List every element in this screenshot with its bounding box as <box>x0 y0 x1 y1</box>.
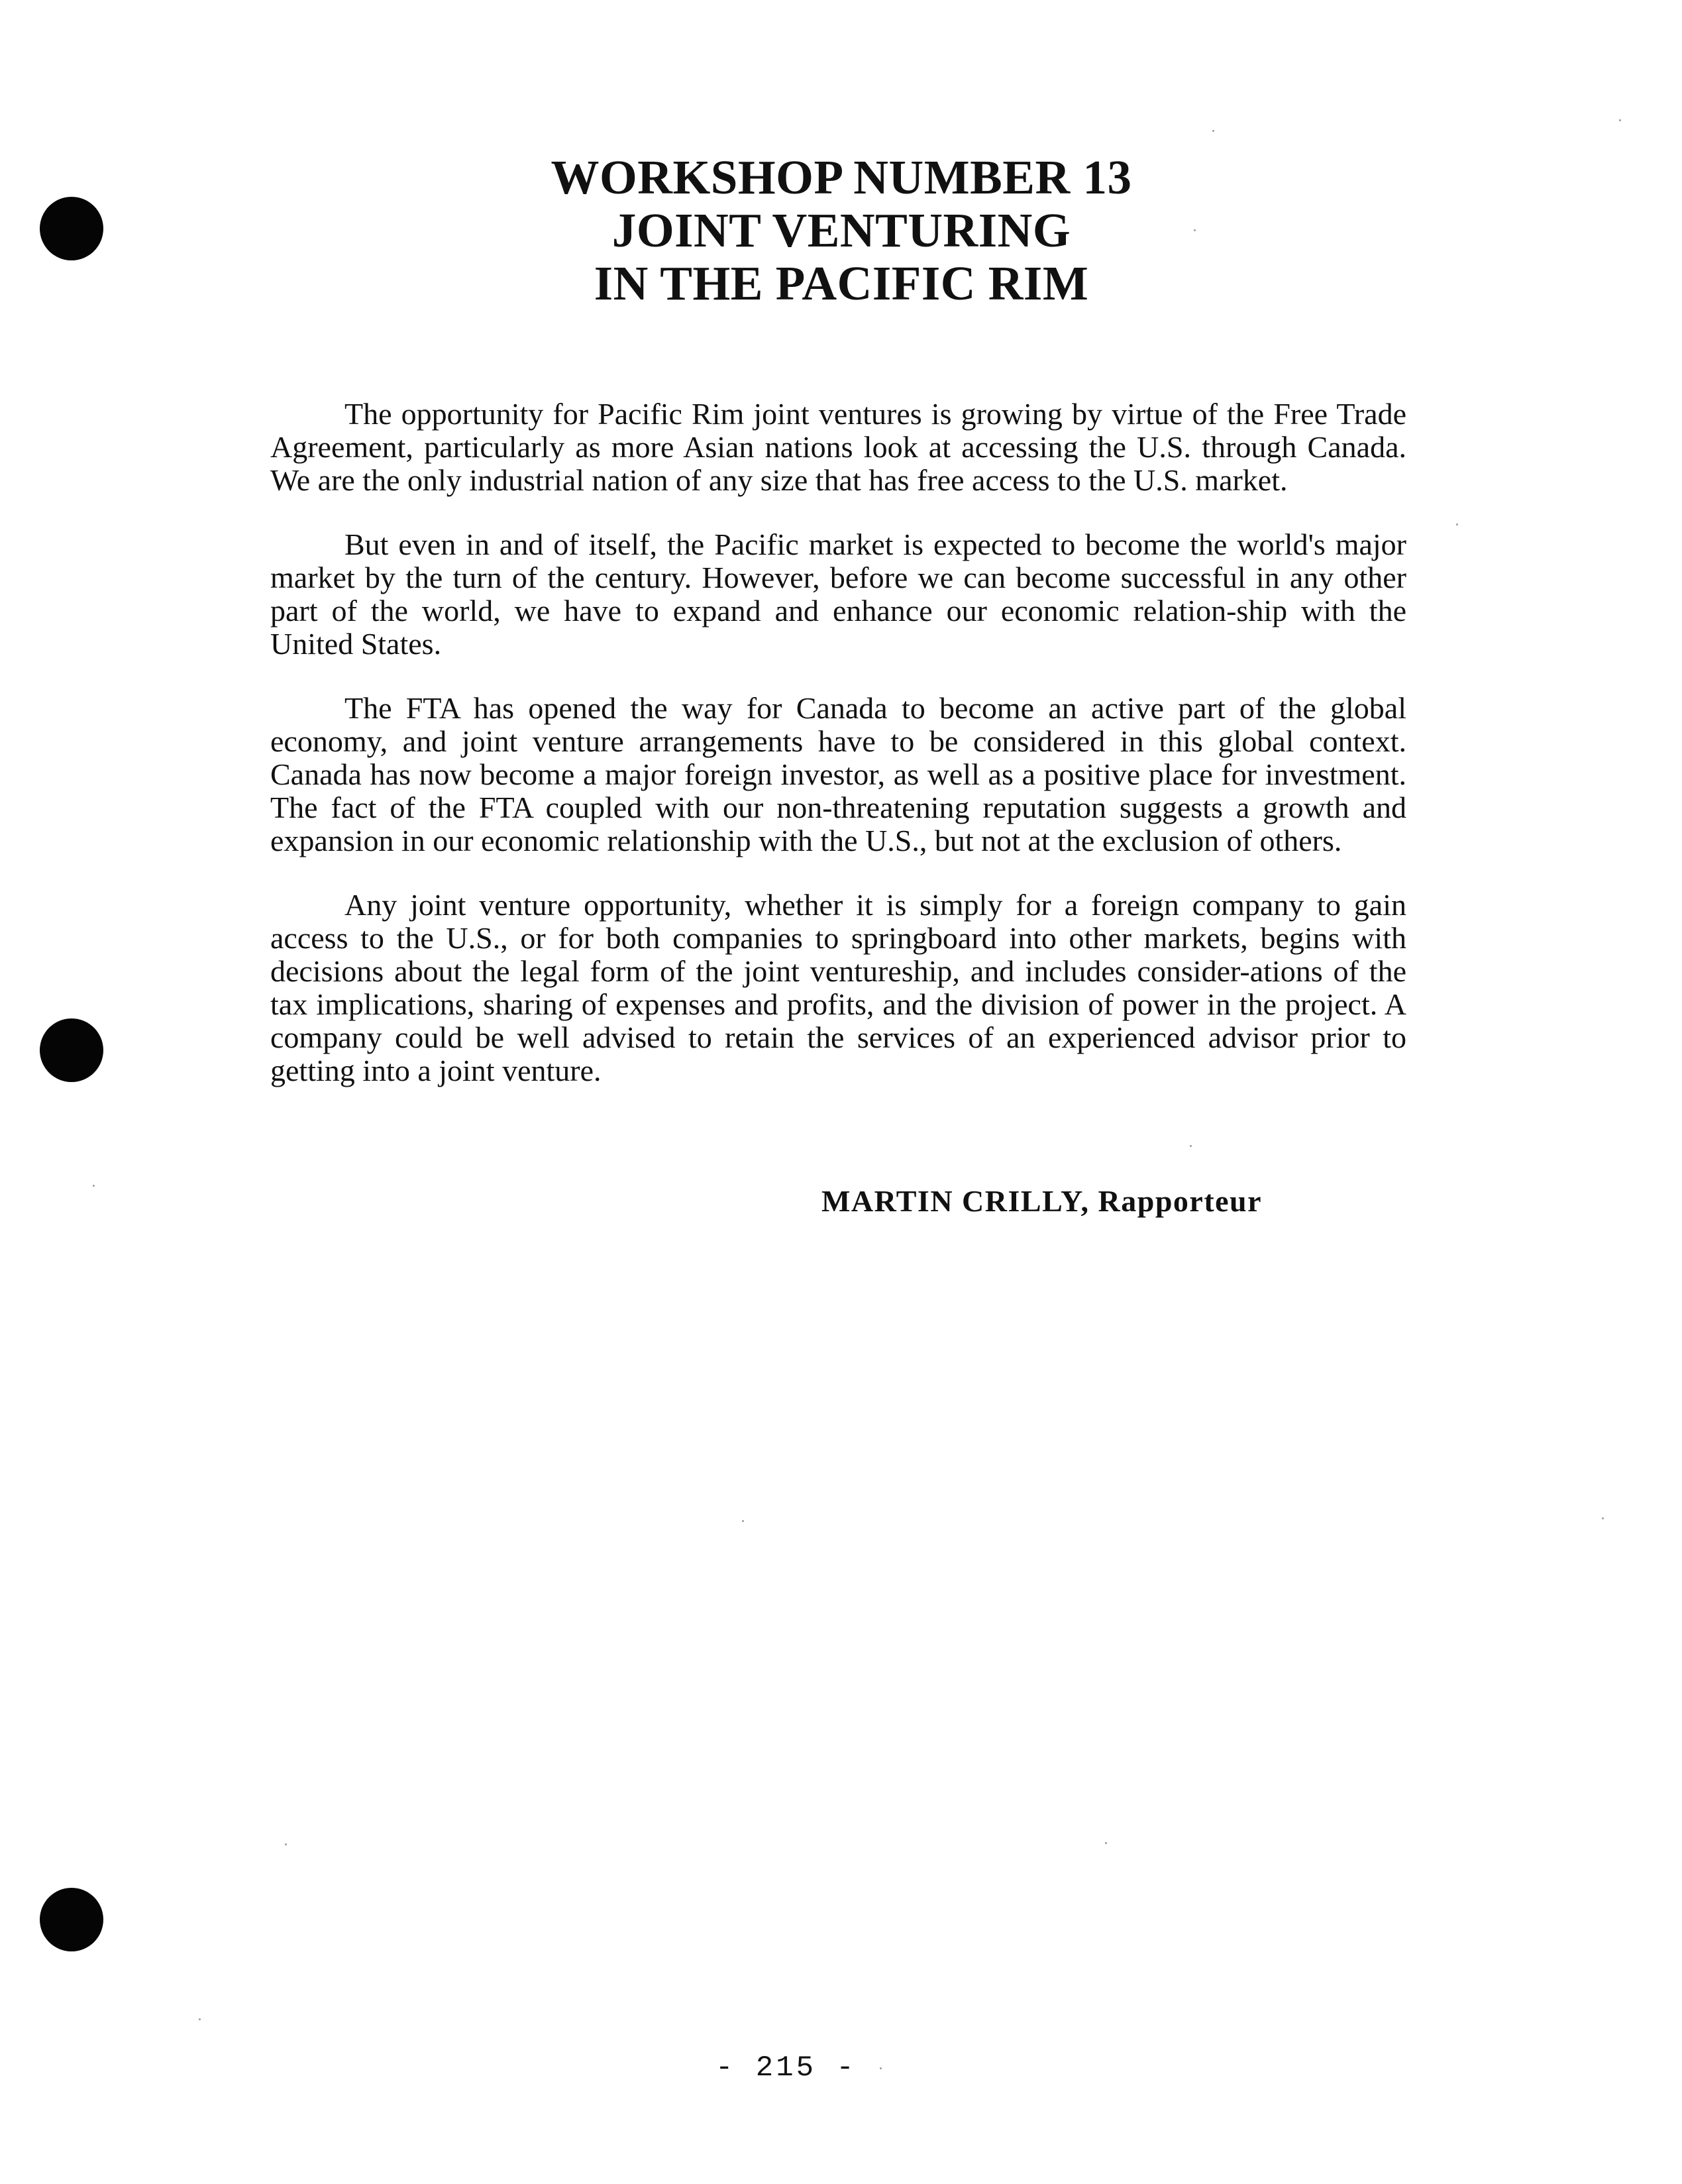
title-line-1: WORKSHOP NUMBER 13 <box>551 150 1132 204</box>
scan-speck <box>1619 119 1621 121</box>
scan-speck <box>199 2018 201 2020</box>
scan-speck <box>1456 523 1458 525</box>
scan-speck <box>285 1843 287 1845</box>
scan-speck <box>1602 1517 1604 1519</box>
punch-hole-top <box>40 197 103 260</box>
workshop-title <box>278 151 1404 310</box>
page-number: - 215 - <box>715 2051 857 2085</box>
title-line-2: JOINT VENTURING <box>611 203 1071 257</box>
title-line-3: IN THE PACIFIC RIM <box>594 256 1089 310</box>
paragraph-4: Any joint venture opportunity, whether it is simply for a foreign company to gain access to the U.S., or for both companies to springboard into other markets, begins with decisions about the legal form of the joint ventureship, and includes consider-ations of the tax implications, sharing of expenses and profits, and the division of power in the project. A company could be well advised to retain the services of an experienced advisor prior to getting into a joint venture. <box>270 888 1406 1087</box>
scan-speck <box>1190 1145 1192 1147</box>
scan-speck <box>1105 1842 1107 1844</box>
punch-hole-bottom <box>40 1888 103 1951</box>
scan-speck <box>880 2067 882 2069</box>
paragraph-2: But even in and of itself, the Pacific market is expected to become the world's major market by the turn of the century. However, before we can become successful in any other part of the world, we have to expand and enhance our economic relation-ship with the United States. <box>270 527 1406 661</box>
scan-speck <box>93 1185 95 1187</box>
paragraph-3: The FTA has opened the way for Canada to become an active part of the global economy, and joint venture arrangements have to be considered in this global context. Canada has now become a major foreign investor, as well as a positive place for investment. The fact of the FTA coupled with our non-threatening reputation suggests a growth and expansion in our economic relationship with the U.S., but not at the exclusion of others. <box>270 691 1406 857</box>
scan-speck <box>1212 130 1214 132</box>
punch-hole-middle <box>40 1018 103 1082</box>
body-text <box>270 398 1406 1119</box>
scan-speck <box>742 1520 744 1522</box>
rapporteur-signature: MARTIN CRILLY, Rapporteur <box>821 1184 1263 1218</box>
paragraph-1: The opportunity for Pacific Rim joint ventures is growing by virtue of the Free Trade Agreement, particularly as more Asian nations look at accessing the U.S. through Canada. We are the only industrial nation of any size that has free access to the U.S. market. <box>270 397 1406 497</box>
